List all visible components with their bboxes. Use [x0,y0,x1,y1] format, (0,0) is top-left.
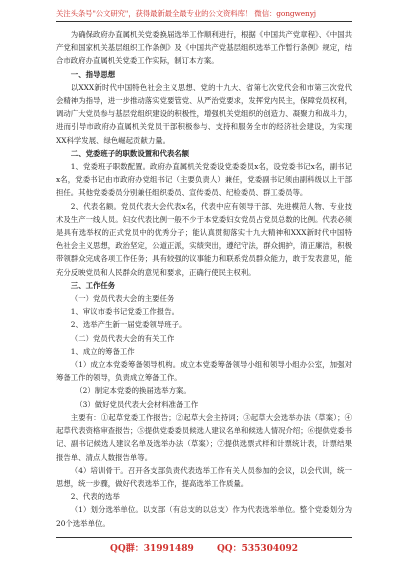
paragraph: 2、代表名额。党员代表大会代表x名，代表中应有领导干部、先进模范人物、专业技术及生产一线人员。妇女代表比例一般不少于本党委妇女党员占党员总数的比例。代表必须是具有选举权的正式党员中的优秀分子；能认真贯彻落实十九大精神和XXX新时代中国特色社会主义思想，政治坚定，公道正派，实绩突出，遵纪守法，群众拥护，清正廉洁，积极带领群众完成各项工作任务；具有较强的议事能力和联系党员群众能力，敢于发表意见，能充分反映党员和人民群众的意见和要求，正确行使民主权利。 [56,201,352,277]
document-body [56,28,352,530]
paragraph: （1）划分选举单位。以支部（有总支的以总支）作为代表选举单位。整个党委划分为20个选举单位。 [56,505,352,528]
footer-qq-group: QQ群：31991489 [110,544,194,554]
footer-divider [56,537,352,538]
paragraph: 主要有：①起草党委工作报告；②起草大会主持词；③起草大会选举办法（草案）；④起草代表资格审查报告；⑤提供党委委员候选人建议名单和候选人情况介绍；⑥提供党委书记、副书记候选人建议名单及选举办法（草案）；⑦提供选票式样和计票统计表，计票结果报告单、清点人数报告单等。 [56,412,352,462]
paragraph: 1、成立的筹备工作 [70,346,135,356]
paragraph: （二）党员代表大会的有关工作 [70,333,175,343]
paragraph: 1、审议市委书记党委工作报告。 [70,307,179,317]
paragraph: （4）培训骨干。召开各支部负责代表选举工作有关人员参加的会议，以会代训，统一思想，统一步骤，做好代表选举工作，提高选举工作质量。 [56,465,352,488]
paragraph: （2）制定本党委的换届选举方案。 [75,386,191,396]
paragraph: 2、代表的选举 [70,492,120,502]
paragraph: 2、选举产生新一届党委领导班子。 [70,320,187,330]
footer-qq: QQ：535304092 [216,544,298,554]
paragraph: （一）党员代表大会的主要任务 [70,294,175,304]
section-heading: 三、工作任务 [70,280,116,290]
paragraph: （3）做好党员代表大会材料准备工作 [75,399,199,409]
section-heading: 二、党委班子的职数设置和代表名额 [70,148,190,158]
footer-contact [0,541,408,554]
header-divider [56,21,352,22]
paragraph: 1、党委班子职数配置。政府办直属机关党委设党委委员x名，设党委书记x名，副书记x名，党委书记由市政府办党组书记（主要负责人）兼任，党委副书记须由副科级以上干部担任。其他党委委员分别兼任组织委员、宣传委员、纪检委员、群工委员等。 [56,162,352,198]
header-banner: 关注头条号"公文研究"，获得最新最全最专业的公文资料库！ 微信：gongwenyj [56,9,316,18]
paragraph: 为确保政府办直属机关党委换届选举工作顺利进行，根据《中国共产党章程》、《中国共产党和国家机关基层组织工作条例》及《中国共产党基层组织选举工作暂行条例》规定，结合市政府办直属机关党委工作实际，制订本方案。 [56,30,352,66]
paragraph: 以XXX新时代中国特色社会主义思想、党的十九大、省第七次党代会和市第三次党代会精神为指导，进一步推动落实党要管党、从严治党要求，发挥党内民主，保障党员权利，调动广大党员参与基层党组织建设的积极性，增强机关党组织的创造力、凝聚力和战斗力，进而引导市政府办直属机关党员干部积极参与、支持和服务全市的经济社会建设，为实现XX科学发展、绿色崛起贡献力量。 [56,82,352,145]
section-heading: 一、指导思想 [70,69,116,79]
paragraph: （1）成立本党委筹备领导机构。成立本党委筹备领导小组和领导小组办公室，加强对筹备工作的领导，负责成立筹备工作。 [56,360,352,383]
